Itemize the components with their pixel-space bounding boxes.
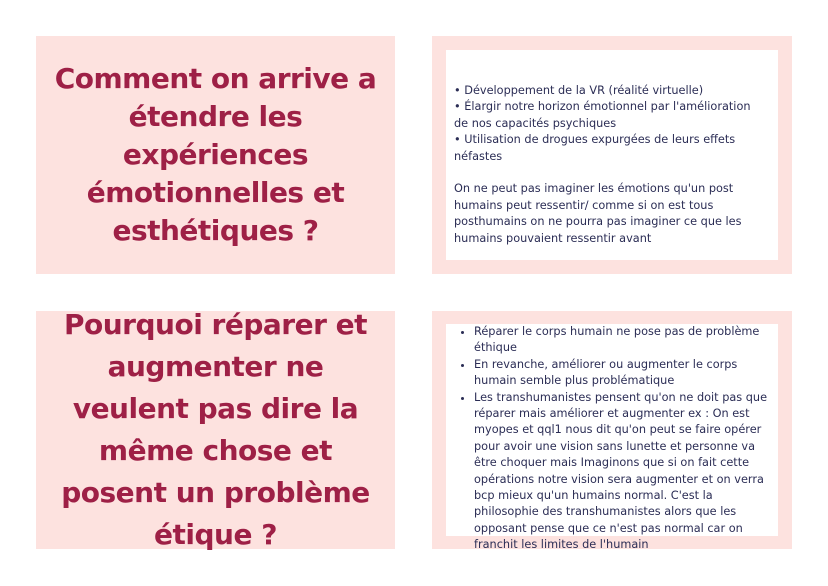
answer-paragraph: On ne peut pas imaginer les émotions qu'un post humains peut ressentir/ comme si on est tous posthumains on ne pourra pas imaginer ce que les humains pouvaient ressentir avant	[454, 182, 742, 245]
bullet-item: • Utilisation de drogues expurgées de leurs effets néfastes	[454, 133, 736, 163]
answer-card-2	[432, 311, 792, 552]
bullet-item: • Développement de la VR (réalité virtuelle)	[454, 84, 704, 97]
bullet-item: • Élargir notre horizon émotionnel par l'amélioration de nos capacités psychiques	[454, 100, 751, 130]
answer-card-1	[432, 36, 792, 274]
answer-content-1	[446, 50, 778, 260]
bullet-item: • Les transhumanistes pensent qu'on ne doit pas que réparer mais améliorer et augmenter ex : On est myopes et qql1 nous dit qu'on peut se faire opérer pour avoir une vision sans lunette et personne va être choquer mais Imaginons que si on fait cette opérations notre vision sera augmenter et on verra bcp mieux qu'un humains normal. C'est la philosophie des transhumanistes alors que les opposant pense que ce n'est pas normal car on franchit les limites de l'humain	[474, 390, 768, 554]
question-title-1: Comment on arrive a étendre les expériences émotionnelles et esthétiques ?	[54, 62, 377, 247]
bullet-list	[454, 324, 768, 554]
answer-content-2	[446, 324, 778, 552]
question-card-1	[36, 36, 395, 274]
question-title-2: Pourquoi réparer et augmenter ne veulent pas dire la même chose et posent un problème étique ?	[61, 308, 370, 551]
question-card-2	[36, 308, 395, 551]
bullet-item: • Réparer le corps humain ne pose pas de problème éthique	[474, 324, 768, 357]
bullet-item: • En revanche, améliorer ou augmenter le corps humain semble plus problématique	[474, 357, 768, 390]
